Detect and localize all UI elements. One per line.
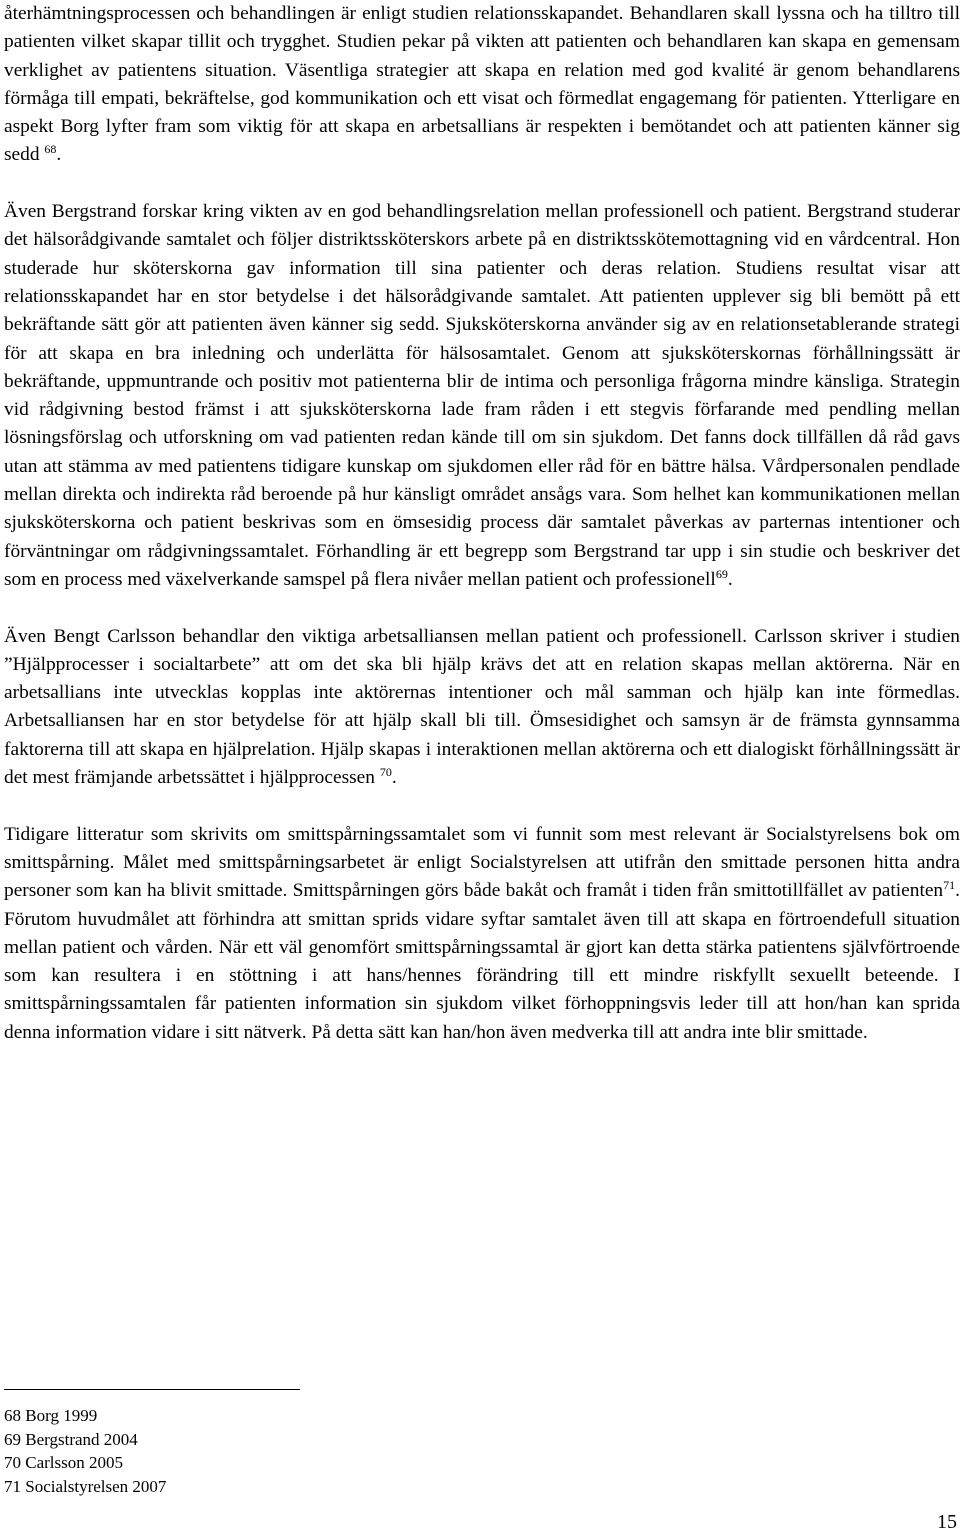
footnote-69: 69 Bergstrand 2004	[4, 1429, 138, 1449]
footnote-reference: 70	[379, 765, 392, 780]
footnote-71: 71 Socialstyrelsen 2007	[4, 1476, 167, 1496]
paragraph-text: återhämtningsprocessen och behandlingen är enligt studien relationsskapandet. Behandlaren skall lyssna och ha tilltro till patienten vilket skapar tillit och trygghet. Studien pekar på vikten att patienten och behandlaren kan skapa en gemensam verklighet av patientens situation. Väsentliga strategier att skapa en relation med god kvalité är genom behandlarens förmåga till empati, bekräftelse, god kommunikation och ett visat och förmedlat engagemang för patienten. Ytterligare en aspekt Borg lyfter fram som viktig för att skapa en arbetsallians är respekten i bemötandet och att patienten känner sig sedd	[4, 3, 960, 166]
footnotes	[4, 1404, 166, 1498]
footnote-reference: 69	[715, 566, 728, 581]
paragraph-end: .	[727, 568, 733, 590]
footnote-separator	[4, 1389, 300, 1390]
footnote-68: 68 Borg 1999	[4, 1406, 98, 1425]
paragraph-text: Även Bengt Carlsson behandlar den viktiga arbetsalliansen mellan patient och professionell. Carlsson skriver i studien ”Hjälpprocesser i socialtarbete” att om det ska bli hjälp krävs det att en relation skapas mellan aktörerna. När en arbetsallians inte utvecklas kopplas inte aktörernas intentioner och mål samman och hjälp kan inte förmedlas. Arbetsalliansen har en stor betydelse för att hjälp skall bli till. Ömsesidighet och samsyn är de främsta gynnsamma faktorerna till att skapa en hjälprelation. Hjälp skapas i interaktionen mellan aktörerna och ett dialogiskt förhållningssätt är det mest främjande arbetssättet i hjälpprocessen	[4, 625, 960, 789]
footnote-reference: 71	[943, 878, 956, 893]
paragraph-text: Tidigare litteratur som skrivits om smittspårningssamtalet som vi funnit som mest relevant är Socialstyrelsens bok om smittspårning. Målet med smittspårningsarbetet är enligt Socialstyrelsen att utifrån den smittade personen hitta andra personer som kan ha blivit smittade. Smittspårningen görs både bakåt och framåt i tiden från smittotillfället av patienten	[4, 823, 960, 902]
page-number: 15	[937, 1511, 957, 1533]
document-page	[4, 0, 960, 1537]
paragraph-carlsson	[4, 623, 960, 793]
paragraph-socialstyrelsen	[4, 821, 960, 1047]
body-text	[4, 0, 960, 1047]
paragraph-bergstrand	[4, 198, 960, 594]
footnote-reference: 68	[44, 142, 57, 157]
paragraph-borg	[4, 0, 960, 170]
paragraph-end: .	[56, 144, 62, 166]
paragraph-text: Även Bergstrand forskar kring vikten av en god behandlingsrelation mellan professionell och patient. Bergstrand studerar det hälsorådgivande samtalet och följer distriktssköterskors arbete på en distriktsskötemottagning vid en vårdcentral. Hon studerade hur sköterskorna gav information till sina patienter och deras relation. Studiens resultat visar att relationsskapandet har en stor betydelse i det hälsorådgivande samtalet. Att patienten upplever sig bli bemött på ett bekräftande sätt gör att patienten även känner sig sedd. Sjuksköterskorna använder sig av en relationsetablerande strategi för att skapa en bra inledning och underlätta för hälsosamtalet. Genom att sjuksköterskornas förhållningssätt är bekräftande, uppmuntrande och positiv mot patienterna blir de intima och personliga frågorna mindre känsliga. Strategin vid rådgivning bestod främst i att sjuksköterskorna lade fram råden i ett stegvis förfarande med pendling mellan lösningsförslag och utforskning om vad patienten redan kände till om sin sjukdom. Det fanns dock tillfällen då råd gavs utan att stämma av med patientens tidigare kunskap om sjukdomen eller råd för en bättre hälsa. Vårdpersonalen pendlade mellan direkta och indirekta råd beroende på hur känsligt området ansågs vara. Som helhet kan kommunikationen mellan sjuksköterskorna och patient beskrivas som en ömsesidig process där samtalet påverkas av parternas intentioner och förväntningar om rådgivningssamtalet. Förhandling är ett begrepp som Bergstrand tar upp i sin studie och beskriver det som en process med växelverkande samspel på flera nivåer mellan patient och professionell	[4, 201, 960, 590]
paragraph-end: . Förutom huvudmålet att förhindra att smittan sprids vidare syftar samtalet även till att skapa en förtroendefull situation mellan patient och vården. När ett väl genomfört smittspårningssamtal är gjort kan detta stärka patientens självförtroende som kan resultera i en stöttning i att hans/hennes förändring till ett mindre riskfyllt sexuellt beteende. I smittspårningssamtalen får patienten information sin sjukdom vilket förhoppningsvis leder till att hon/han kan sprida denna information vidare i sitt nätverk. På detta sätt kan han/hon även medverka till att andra inte blir smittade.	[4, 880, 960, 1043]
footnote-70: 70 Carlsson 2005	[4, 1453, 123, 1473]
paragraph-end: .	[391, 767, 397, 789]
